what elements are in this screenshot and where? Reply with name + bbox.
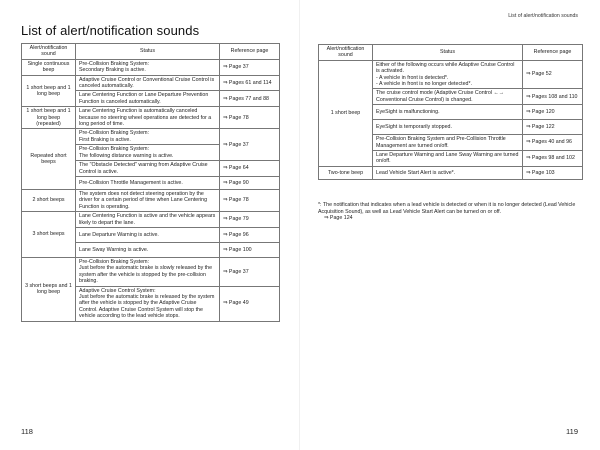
reference-link[interactable]: ⇒ Page 37 <box>220 257 280 286</box>
status-cell: Adaptive Cruise Control System: Just before the automatic brake is released by the system after the vehicle is stopped by the Adaptive Cruise Control. Adaptive Cruise Control System will stop the vehicle according to the lead vehicle stops. <box>76 286 220 321</box>
status-cell: Lane Centering Function is active and the vehicle appears likely to depart the lane. <box>76 212 220 228</box>
status-cell: Adaptive Cruise Control or Conventional Cruise Control is canceled automatically. <box>76 75 220 91</box>
column-header-status: Status <box>76 44 220 60</box>
table-row <box>22 59 280 75</box>
reference-link[interactable]: ⇒ Pages 77 and 88 <box>220 91 280 107</box>
column-header-reference: Reference page <box>220 44 280 60</box>
page-number-left: 118 <box>21 427 33 436</box>
table-row <box>319 166 583 179</box>
sound-cell: 3 short beeps <box>22 212 76 258</box>
status-cell: Either of the following occurs while Adaptive Cruise Control is activated. - A vehicle in front is detected*. - A vehicle in front is no longer detected*. <box>373 60 523 89</box>
status-cell: EyeSight is temporarily stopped. <box>373 120 523 135</box>
footnote-text: *: The notification that indicates when a lead vehicle is detected or when it is no longer detected (Lead Vehicle Acquisition Sound), as well as Lead Vehicle Start Alert can be turned on or off. <box>318 202 576 215</box>
table-row <box>22 257 280 286</box>
table-row <box>319 60 583 89</box>
page-number-right: 119 <box>566 427 578 436</box>
status-cell: The "Obstacle Detected" warning from Adaptive Cruise Control is active. <box>76 161 220 177</box>
status-cell: Lead Vehicle Start Alert is active*. <box>373 166 523 179</box>
reference-link[interactable]: ⇒ Page 49 <box>220 286 280 321</box>
reference-link[interactable]: ⇒ Page 90 <box>220 176 280 189</box>
footnote-reference-link[interactable]: ⇒ Page 124 <box>324 215 353 222</box>
running-header: List of alert/notification sounds <box>508 13 578 19</box>
reference-link[interactable]: ⇒ Page 79 <box>220 212 280 228</box>
reference-link[interactable]: ⇒ Pages 98 and 102 <box>523 151 583 167</box>
footnote <box>318 202 586 222</box>
sound-cell: Single continuous beep <box>22 59 76 75</box>
reference-link[interactable]: ⇒ Page 96 <box>220 227 280 242</box>
sound-cell: Repeated short beeps <box>22 129 76 189</box>
status-cell: Pre-Collision Braking System: The following distance warning is active. <box>76 145 220 161</box>
reference-link[interactable]: ⇒ Page 120 <box>523 105 583 120</box>
reference-link[interactable]: ⇒ Pages 61 and 114 <box>220 75 280 91</box>
status-cell: The cruise control mode (Adaptive Cruise Control ←→ Conventional Cruise Control) is changed. <box>373 89 523 105</box>
table-header-row <box>319 45 583 61</box>
table-row <box>22 129 280 145</box>
reference-link[interactable]: ⇒ Page 78 <box>220 189 280 211</box>
reference-link[interactable]: ⇒ Page 37 <box>220 129 280 161</box>
sound-cell: 1 short beep and 1 long beep (repeated) <box>22 107 76 129</box>
table-row <box>22 189 280 211</box>
reference-link[interactable]: ⇒ Page 100 <box>220 242 280 257</box>
status-cell: EyeSight is malfunctioning. <box>373 105 523 120</box>
reference-link[interactable]: ⇒ Pages 40 and 96 <box>523 135 583 151</box>
status-cell: Lane Departure Warning and Lane Sway Warning are turned on/off. <box>373 151 523 167</box>
table-row <box>22 212 280 228</box>
status-cell: The system does not detect steering operation by the driver for a certain period of time when Lane Centering Function is operating. <box>76 189 220 211</box>
status-cell: Pre-Collision Braking System and Pre-Collision Throttle Management are turned on/off. <box>373 135 523 151</box>
reference-link[interactable]: ⇒ Page 122 <box>523 120 583 135</box>
sound-cell: Two-tone beep <box>319 166 373 179</box>
column-header-reference: Reference page <box>523 45 583 61</box>
table-row <box>22 107 280 129</box>
status-cell: Lane Departure Warning is active. <box>76 227 220 242</box>
column-header-status: Status <box>373 45 523 61</box>
reference-link[interactable]: ⇒ Page 52 <box>523 60 583 89</box>
status-cell: Lane Centering Function is automatically canceled because no steering wheel operations are detected for a long period of time. <box>76 107 220 129</box>
status-cell: Pre-Collision Braking System: Secondary Braking is active. <box>76 59 220 75</box>
status-cell: Pre-Collision Throttle Management is active. <box>76 176 220 189</box>
reference-link[interactable]: ⇒ Page 37 <box>220 59 280 75</box>
sound-cell: 2 short beeps <box>22 189 76 211</box>
column-header-sound: Alert/notification sound <box>22 44 76 60</box>
status-cell: Pre-Collision Braking System: Just before the automatic brake is slowly released by the system after the vehicle is stopped by the pre-collision braking. <box>76 257 220 286</box>
sound-cell: 3 short beeps and 1 long beep <box>22 257 76 321</box>
column-header-sound: Alert/notification sound <box>319 45 373 61</box>
reference-link[interactable]: ⇒ Page 64 <box>220 161 280 177</box>
reference-link[interactable]: ⇒ Page 78 <box>220 107 280 129</box>
table-row <box>22 75 280 91</box>
status-cell: Lane Sway Warning is active. <box>76 242 220 257</box>
alert-sounds-table-left <box>21 43 280 322</box>
sound-cell: 1 short beep <box>319 60 373 166</box>
alert-sounds-table-right <box>318 44 583 180</box>
reference-link[interactable]: ⇒ Pages 108 and 110 <box>523 89 583 105</box>
status-cell: Lane Centering Function or Lane Departure Prevention Function is canceled automatically. <box>76 91 220 107</box>
table-header-row <box>22 44 280 60</box>
status-cell: Pre-Collision Braking System: First Braking is active. <box>76 129 220 145</box>
page-title: List of alert/notification sounds <box>21 23 200 38</box>
sound-cell: 1 short beep and 1 long beep <box>22 75 76 107</box>
reference-link[interactable]: ⇒ Page 103 <box>523 166 583 179</box>
